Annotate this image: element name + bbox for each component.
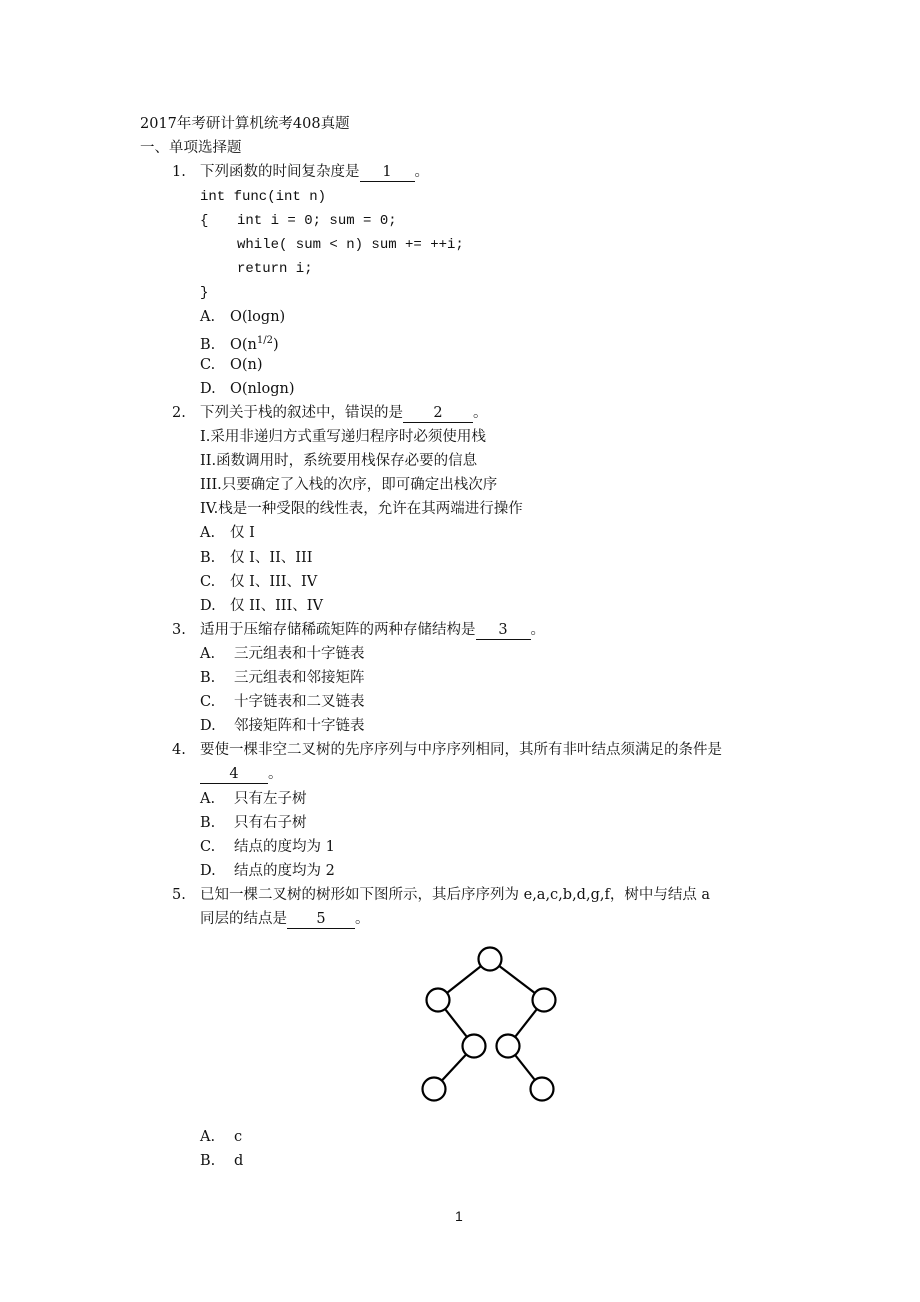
tree-node bbox=[533, 989, 556, 1012]
option-text: 仅 I、II、III bbox=[230, 550, 313, 566]
option-label: C. bbox=[200, 694, 216, 710]
option-text: 十字链表和二叉链表 bbox=[234, 694, 365, 710]
option-d bbox=[200, 379, 295, 399]
binary-tree-diagram bbox=[410, 938, 580, 1108]
question-end: 。 bbox=[530, 622, 545, 638]
option-text: 仅 I、III、IV bbox=[230, 574, 318, 590]
option-label: C. bbox=[200, 357, 216, 373]
code-line: int i = 0; sum = 0; bbox=[237, 213, 397, 229]
option-text: 只有左子树 bbox=[234, 791, 307, 807]
option-label: B. bbox=[200, 670, 216, 686]
option-d bbox=[200, 716, 365, 736]
option-d bbox=[200, 596, 323, 616]
question-end: 。 bbox=[268, 766, 283, 782]
option-text: 仅 II、III、IV bbox=[230, 598, 323, 614]
question-1 bbox=[172, 162, 429, 182]
section-heading: 一、单项选择题 bbox=[140, 140, 242, 156]
question-2 bbox=[172, 403, 488, 423]
question-stem: 下列关于栈的叙述中，错误的是 bbox=[200, 405, 403, 421]
answer-blank: 1 bbox=[360, 164, 415, 182]
answer-blank: 3 bbox=[476, 622, 531, 640]
option-text: 只有右子树 bbox=[234, 815, 307, 831]
statement: IV.栈是一种受限的线性表，允许在其两端进行操作 bbox=[200, 501, 523, 517]
option-text: O(n) bbox=[230, 357, 263, 373]
option-label: A. bbox=[200, 1129, 216, 1145]
tree-node bbox=[531, 1078, 554, 1101]
option-label: B. bbox=[200, 550, 216, 566]
question-5-line2 bbox=[200, 909, 370, 929]
answer-blank: 2 bbox=[403, 405, 473, 423]
tree-node bbox=[423, 1078, 446, 1101]
answer-blank: 4 bbox=[200, 766, 268, 784]
statement: II.函数调用时，系统要用栈保存必要的信息 bbox=[200, 453, 478, 469]
question-end: 。 bbox=[414, 164, 429, 180]
option-label: B. bbox=[200, 815, 216, 831]
code-line: while( sum < n) sum += ++i; bbox=[237, 237, 464, 253]
option-label: B. bbox=[200, 336, 216, 353]
option-b bbox=[200, 1151, 243, 1171]
option-label: D. bbox=[200, 863, 216, 879]
option-label: A. bbox=[200, 791, 216, 807]
statement: III.只要确定了入栈的次序，即可确定出栈次序 bbox=[200, 477, 498, 493]
question-number: 2. bbox=[172, 405, 186, 421]
option-label: D. bbox=[200, 381, 216, 397]
option-text: 结点的度均为 2 bbox=[234, 863, 335, 879]
question-number: 3. bbox=[172, 622, 186, 638]
option-a bbox=[200, 523, 255, 543]
option-label: D. bbox=[200, 718, 216, 734]
tree-node bbox=[463, 1035, 486, 1058]
question-5 bbox=[172, 885, 710, 905]
tree-node bbox=[497, 1035, 520, 1058]
code-line: { bbox=[200, 213, 209, 229]
option-b bbox=[200, 813, 307, 833]
statement: I.采用非递归方式重写递归程序时必须使用栈 bbox=[200, 429, 486, 445]
option-a bbox=[200, 644, 365, 664]
question-4-blank-line bbox=[200, 764, 283, 784]
option-text: 邻接矩阵和十字链表 bbox=[234, 718, 365, 734]
tree-node bbox=[427, 989, 450, 1012]
option-text-tail: ) bbox=[272, 336, 279, 353]
question-stem: 适用于压缩存储稀疏矩阵的两种存储结构是 bbox=[200, 622, 476, 638]
document-title: 2017年考研计算机统考408真题 bbox=[140, 116, 350, 132]
option-text: d bbox=[234, 1153, 244, 1169]
question-number: 5. bbox=[172, 887, 186, 903]
option-a bbox=[200, 789, 307, 809]
option-c bbox=[200, 355, 263, 375]
option-text: O(logn) bbox=[230, 309, 286, 325]
option-label: A. bbox=[200, 525, 216, 541]
code-line: int func(int n) bbox=[200, 189, 327, 205]
question-stem: 同层的结点是 bbox=[200, 911, 287, 927]
question-number: 1. bbox=[172, 164, 186, 180]
code-line: } bbox=[200, 285, 209, 301]
option-text: 结点的度均为 1 bbox=[234, 839, 335, 855]
question-3 bbox=[172, 620, 545, 640]
option-text: 三元组表和邻接矩阵 bbox=[234, 670, 365, 686]
option-text: O(nlogn) bbox=[230, 381, 295, 397]
question-stem: 已知一棵二叉树的树形如下图所示，其后序序列为 e,a,c,b,d,g,f，树中与结点 a bbox=[200, 887, 711, 903]
page-number: 1 bbox=[455, 1208, 463, 1224]
question-4 bbox=[172, 740, 722, 760]
question-stem: 要使一棵非空二叉树的先序序列与中序序列相同，其所有非叶结点须满足的条件是 bbox=[200, 742, 722, 758]
option-a bbox=[200, 307, 285, 327]
option-label: C. bbox=[200, 839, 216, 855]
option-c bbox=[200, 837, 335, 857]
code-line: return i; bbox=[237, 261, 313, 277]
option-b bbox=[200, 668, 365, 688]
question-end: 。 bbox=[355, 911, 370, 927]
option-text: 三元组表和十字链表 bbox=[234, 646, 365, 662]
question-stem: 下列函数的时间复杂度是 bbox=[200, 164, 360, 180]
option-c bbox=[200, 572, 317, 592]
option-label: C. bbox=[200, 574, 216, 590]
question-number: 4. bbox=[172, 742, 186, 758]
option-label: B. bbox=[200, 1153, 216, 1169]
option-text: c bbox=[234, 1129, 243, 1145]
option-superscript: 1/2 bbox=[256, 335, 273, 346]
option-c bbox=[200, 692, 365, 712]
option-a bbox=[200, 1127, 242, 1147]
option-text: 仅 I bbox=[230, 525, 255, 541]
question-end: 。 bbox=[473, 405, 488, 421]
option-label: A. bbox=[200, 646, 216, 662]
option-b bbox=[200, 548, 312, 568]
option-d bbox=[200, 861, 335, 881]
option-b bbox=[200, 331, 279, 355]
tree-node bbox=[479, 948, 502, 971]
option-text: O(n bbox=[230, 336, 257, 353]
option-label: A. bbox=[200, 309, 216, 325]
option-label: D. bbox=[200, 598, 216, 614]
answer-blank: 5 bbox=[287, 911, 355, 929]
